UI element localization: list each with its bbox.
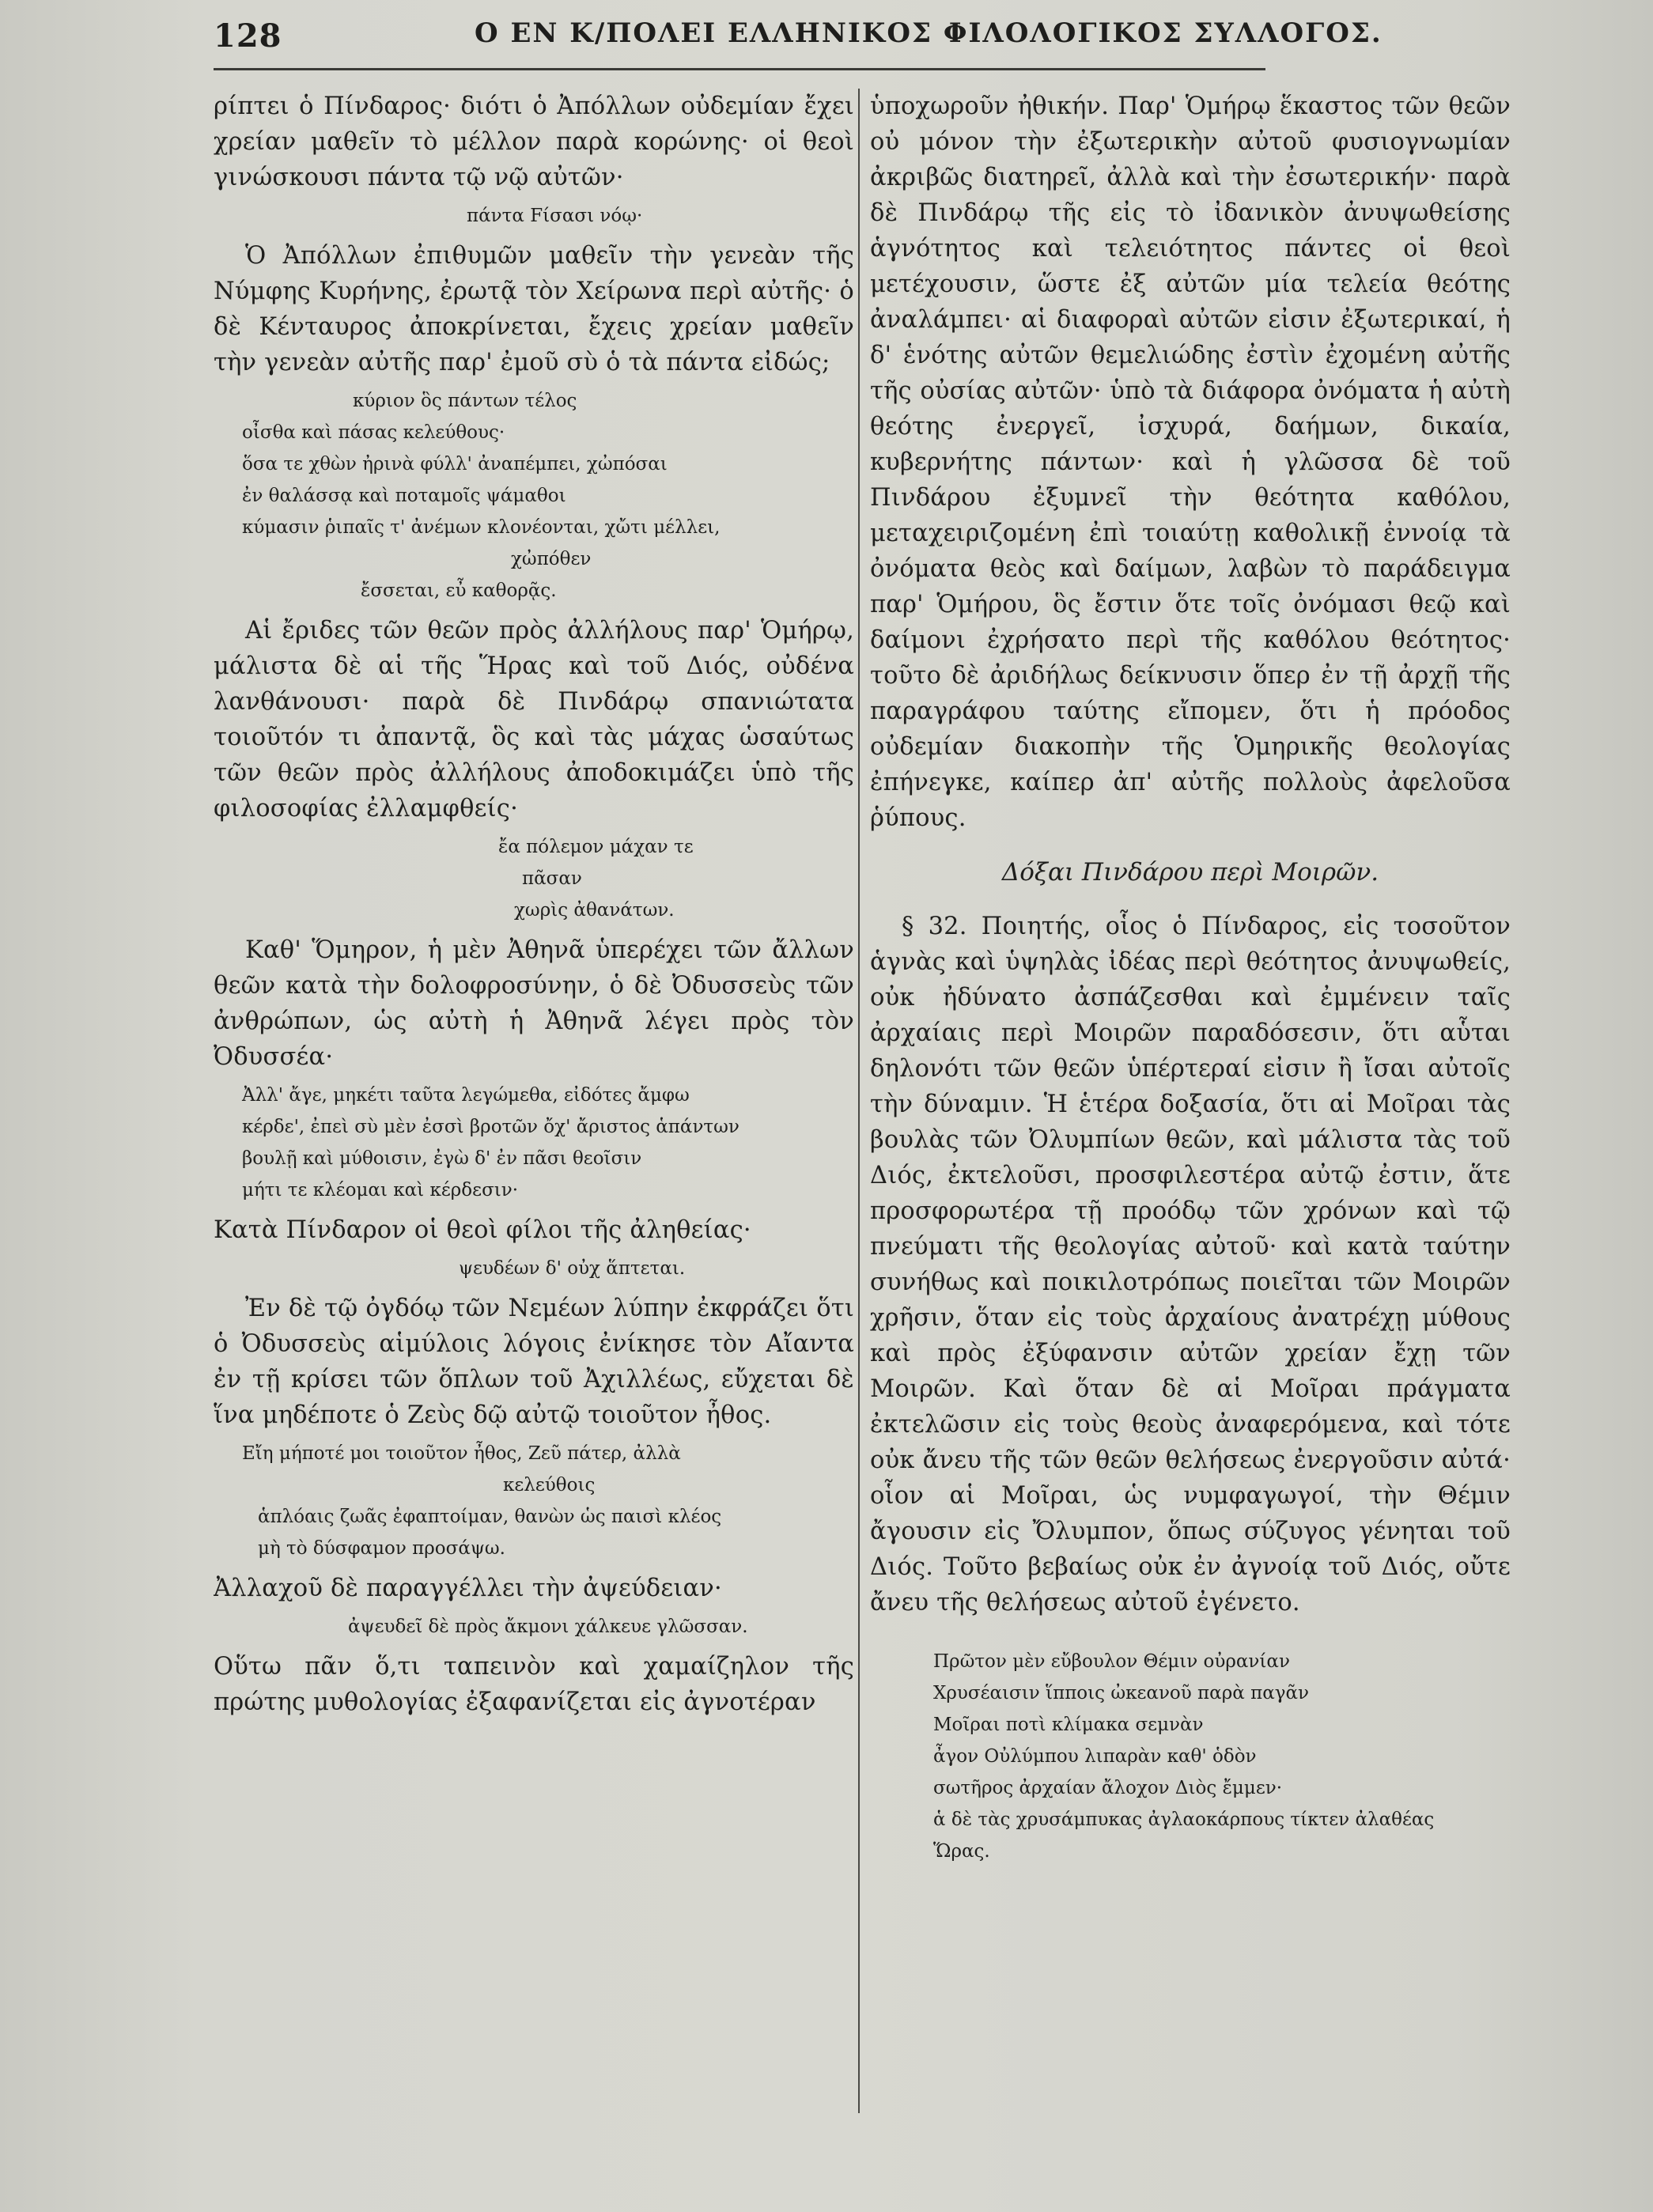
verse-line: ἆγον Οὐλύμπου λιπαρὰν καθ' ὁδὸν <box>933 1746 1257 1767</box>
page-header <box>214 17 1383 66</box>
verse-quote <box>348 1611 854 1643</box>
verse-line: ἐν θαλάσσᾳ καὶ ποταμοῖς ψάμαθοι <box>242 486 566 506</box>
paragraph: ρίπτει ὁ Πίνδαρος· διότι ὁ Ἀπόλλων οὐδεμίαν ἔχει χρείαν μαθεῖν τὸ μέλλον παρὰ κορώνης· οἱ θεοὶ γινώσκουσι πάντα τῷ νῷ αὐτῶν· <box>214 93 854 191</box>
verse-quote <box>498 831 854 926</box>
running-title: Ο ΕΝ Κ/ΠΟΛΕΙ ΕΛΛΗΝΙΚΟΣ ΦΙΛΟΛΟΓΙΚΟΣ ΣΥΛΛΟΓΟΣ. <box>475 17 1383 49</box>
verse-line: ὅσα τε χθὼν ἠρινὰ φύλλ' ἀναπέμπει, χὠπόσαι <box>242 454 668 475</box>
spacer <box>870 1620 1511 1641</box>
verse-line: ἁπλόαις ζωᾶς ἐφαπτοίμαν, θανὼν ὡς παισὶ κλέος <box>258 1507 722 1527</box>
page-number: 128 <box>214 17 282 55</box>
paragraph: Οὕτω πᾶν ὅ,τι ταπεινὸν καὶ χαμαίζηλον τῆς πρώτης μυθολογίας ἐξαφανίζεται εἰς ἀγνοτέραν <box>214 1653 854 1716</box>
verse-line: Εἴη μήποτέ μοι τοιοῦτον ἦθος, Ζεῦ πάτερ, ἀλλὰ <box>242 1443 681 1464</box>
verse-line: Μοῖραι ποτὶ κλίμακα σεμνὰν <box>933 1715 1204 1735</box>
paragraph: Ἀλλαχοῦ δὲ παραγγέλλει τὴν ἀψεύδειαν· <box>214 1575 722 1602</box>
header-rule <box>214 68 1265 70</box>
verse-quote <box>242 385 854 607</box>
verse-quote <box>242 1080 854 1206</box>
verse-line: ἁ δὲ τὰς χρυσάμπυκας ἀγλαοκάρπους τίκτεν ἀλαθέας Ὥρας. <box>933 1809 1435 1862</box>
verse-line: σωτῆρος ἀρχαίαν ἄλοχον Διὸς ἔμμεν· <box>933 1778 1283 1798</box>
verse-line: ἀψευδεῖ δὲ πρὸς ἄκμονι χάλκευε γλῶσσαν. <box>348 1616 748 1637</box>
verse-line: πάντα Fίσασι νόῳ· <box>467 206 643 226</box>
paragraph: Αἱ ἔριδες τῶν θεῶν πρὸς ἀλλήλους παρ' Ὁμήρῳ, μάλιστα δὲ αἱ τῆς Ἥρας καὶ τοῦ Διός, οὐδένα λανθάνουσι· παρὰ δὲ Πινδάρῳ σπανιώτατα τοιοῦτόν τι ἀπαντᾷ, ὃς καὶ τὰς μάχας ὡσαύτως τῶν θεῶν πρὸς ἀλλήλους ἀποδοκιμάζει ὑπὸ τῆς φιλοσοφίας ἐλλαμφθείς· <box>214 617 854 822</box>
section-heading: Δόξαι Πινδάρου περὶ Μοιρῶν. <box>1001 858 1379 887</box>
verse-line: ἔσσεται, εὖ καθορᾷς. <box>361 580 557 601</box>
verse-line: Πρῶτον μὲν εὔβουλον Θέμιν οὐρανίαν <box>933 1651 1290 1672</box>
verse-line: κελεύθοις <box>503 1475 596 1495</box>
verse-line: χὠπόθεν <box>511 549 592 569</box>
column-divider <box>858 89 860 2113</box>
verse-line: βουλῇ καὶ μύθοισιν, ἐγὼ δ' ἐν πᾶσι θεοῖσιν <box>242 1148 642 1169</box>
verse-line: χωρὶς ἀθανάτων. <box>514 900 675 921</box>
verse-line: κέρδε', ἐπεὶ σὺ μὲν ἐσσὶ βροτῶν ὄχ' ἄριστος ἁπάντων <box>242 1117 740 1137</box>
paragraph: Καθ' Ὅμηρον, ἡ μὲν Ἀθηνᾶ ὑπερέχει τῶν ἄλλων θεῶν κατὰ τὴν δολοφροσύνην, ὁ δὲ Ὀδυσσεὺς τῶν ἀνθρώπων, ὡς αὐτὴ ἡ Ἀθηνᾶ λέγει πρὸς τὸν Ὀδυσσέα· <box>214 936 854 1071</box>
verse-line: οἶσθα καὶ πάσας κελεύθους· <box>242 422 505 443</box>
verse-line: μὴ τὸ δύσφαμον προσάψω. <box>258 1538 505 1559</box>
paragraph: Κατὰ Πίνδαρον οἱ θεοὶ φίλοι τῆς ἀληθείας· <box>214 1216 751 1244</box>
verse-line: ψευδέων δ' οὐχ ἅπτεται. <box>459 1258 686 1279</box>
paragraph: § 32. Ποιητής, οἷος ὁ Πίνδαρος, εἰς τοσοῦτον ἁγνὰς καὶ ὑψηλὰς ἰδέας περὶ θεότητος ἀνυψωθείς, οὐκ ἠδύνατο ἀσπάζεσθαι καὶ ἐμμένειν ταῖς ἀρχαίαις περὶ Μοιρῶν παραδόσεσιν, ὅτι αὗται δηλονότι τῶν θεῶν ὑπέρτεραί εἰσιν ἢ ἴσαι αὐτοῖς τὴν δύναμιν. Ἡ ἑτέρα δοξασία, ὅτι αἱ Μοῖραι τὰς βουλὰς τῶν Ὀλυμπίων θεῶν, καὶ μάλιστα τὰς τοῦ Διός, ἐκτελοῦσι, προσφιλεστέρα αὐτῷ ἐστιν, ἅτε προσφορωτέρα τῇ προόδῳ τῶν χρόνων καὶ τῷ πνεύματι τῆς θεολογίας αὐτοῦ· καὶ κατὰ ταύτην συνήθως καὶ ποικιλοτρόπως ποιεῖται τῶν Μοιρῶν χρῆσιν, ὅταν εἰς τοὺς ἀρχαίους ἀνατρέχῃ μύθους καὶ πρὸς ἐξύφανσιν αὐτῶν χρείαν ἔχῃ τῶν Μοιρῶν. Καὶ ὅταν δὲ αἱ Μοῖραι πράγματα ἐκτελῶσιν εἰς τοὺς θεοὺς ἀναφερόμενα, καὶ τότε οὐκ ἄνευ τῆς τῶν θεῶν θελήσεως ἐνεργοῦσιν αὐτά· οἷον αἱ Μοῖραι, ὡς νυμφαγωγοί, τὴν Θέμιν ἄγουσιν εἰς Ὄλυμπον, ὅπως σύζυγος γένηται τοῦ Διός. Τοῦτο βεβαίως οὐκ ἐν ἀγνοίᾳ τοῦ Διός, οὔτε ἄνευ τῆς θελήσεως αὐτοῦ ἐγένετο. <box>870 913 1511 1616</box>
verse-line: μήτι τε κλέομαι καὶ κέρδεσιν· <box>242 1180 519 1201</box>
verse-quote <box>933 1646 1511 1867</box>
verse-line: Χρυσέαισιν ἵπποις ὠκεανοῦ παρὰ παγᾶν <box>933 1683 1309 1703</box>
verse-line: κύριον ὃς πάντων τέλος <box>353 391 577 411</box>
verse-line: Ἀλλ' ἄγε, μηκέτι ταῦτα λεγώμεθα, εἰδότες ἄμφω <box>242 1085 690 1106</box>
verse-quote <box>467 200 854 232</box>
verse-line: ἔα πόλεμον μάχαν τε <box>498 837 694 857</box>
paragraph: ὑποχωροῦν ἠθικήν. Παρ' Ὁμήρῳ ἕκαστος τῶν θεῶν οὐ μόνον τὴν ἐξωτερικὴν αὐτοῦ φυσιογνωμίαν ἀκριβῶς διατηρεῖ, ἀλλὰ καὶ τὴν ἐσωτερικήν· παρὰ δὲ Πινδάρῳ τῆς εἰς τὸ ἰδανικὸν ἀνυψωθείσης ἁγνότητος καὶ τελειότητος πάντες οἱ θεοὶ μετέχουσιν, ὥστε ἐξ αὐτῶν μία τελεία θεότης ἀναλάμπει· αἱ διαφοραὶ αὐτῶν εἰσιν ἐξωτερικαί, ἡ δ' ἑνότης αὐτῶν θεμελιώδης ἐστὶν ἐχομένη αὐτῆς τῆς οὐσίας αὐτῶν· ὑπὸ τὰ διάφορα ὀνόματα ἡ αὐτὴ θεότης ἐνεργεῖ, ἰσχυρά, δαήμων, δικαία, κυβερνήτης πάντων· καὶ ἡ γλῶσσα δὲ τοῦ Πινδάρου ἐξυμνεῖ τὴν θεότητα καθόλου, μεταχειριζομένη ἐπὶ τοιαύτῃ καθολικῇ ἐννοίᾳ τὰ ὀνόματα θεὸς καὶ δαίμων, λαβὼν τὸ παράδειγμα παρ' Ὁμήρου, ὃς ἔστιν ὅτε τοῖς ὀνόμασι θεῷ καὶ δαίμονι ἐχρήσατο περὶ τῆς καθόλου θεότητος· τοῦτο δὲ ἀριδήλως δείκνυσιν ὅπερ ἐν τῇ ἀρχῇ τῆς παραγράφου ταύτης εἴπομεν, ὅτι ἡ πρόοδος οὐδεμίαν διακοπὴν τῆς Ὁμηρικῆς θεολογίας ἐπήνεγκε, καίπερ ἀπ' αὐτῆς πολλοὺς ἀφελοῦσα ῥύπους. <box>870 93 1511 832</box>
verse-line: πᾶσαν <box>522 868 582 889</box>
verse-quote <box>459 1253 854 1284</box>
verse-quote <box>242 1438 854 1564</box>
right-column <box>870 89 1511 2192</box>
verse-line: κύμασιν ῥιπαῖς τ' ἀνέμων κλονέονται, χὤτι μέλλει, <box>242 517 721 538</box>
paragraph: Ὁ Ἀπόλλων ἐπιθυμῶν μαθεῖν τὴν γενεὰν τῆς Νύμφης Κυρήνης, ἐρωτᾷ τὸν Χείρωνα περὶ αὐτῆς· ὁ δὲ Κένταυρος ἀποκρίνεται, ἔχεις χρείαν μαθεῖν τὴν γενεὰν αὐτῆς παρ' ἐμοῦ σὺ ὁ τὰ πάντα εἰδώς; <box>214 242 854 376</box>
left-column <box>214 89 854 2192</box>
paragraph: Ἐν δὲ τῷ ὀγδόῳ τῶν Νεμέων λύπην ἐκφράζει ὅτι ὁ Ὀδυσσεὺς αἱμύλοις λόγοις ἐνίκησε τὸν Αἴαντα ἐν τῇ κρίσει τῶν ὅπλων τοῦ Ἀχιλλέως, εὔχεται δὲ ἵνα μηδέποτε ὁ Ζεὺς δῷ αὐτῷ τοιοῦτον ἦθος. <box>214 1295 854 1429</box>
